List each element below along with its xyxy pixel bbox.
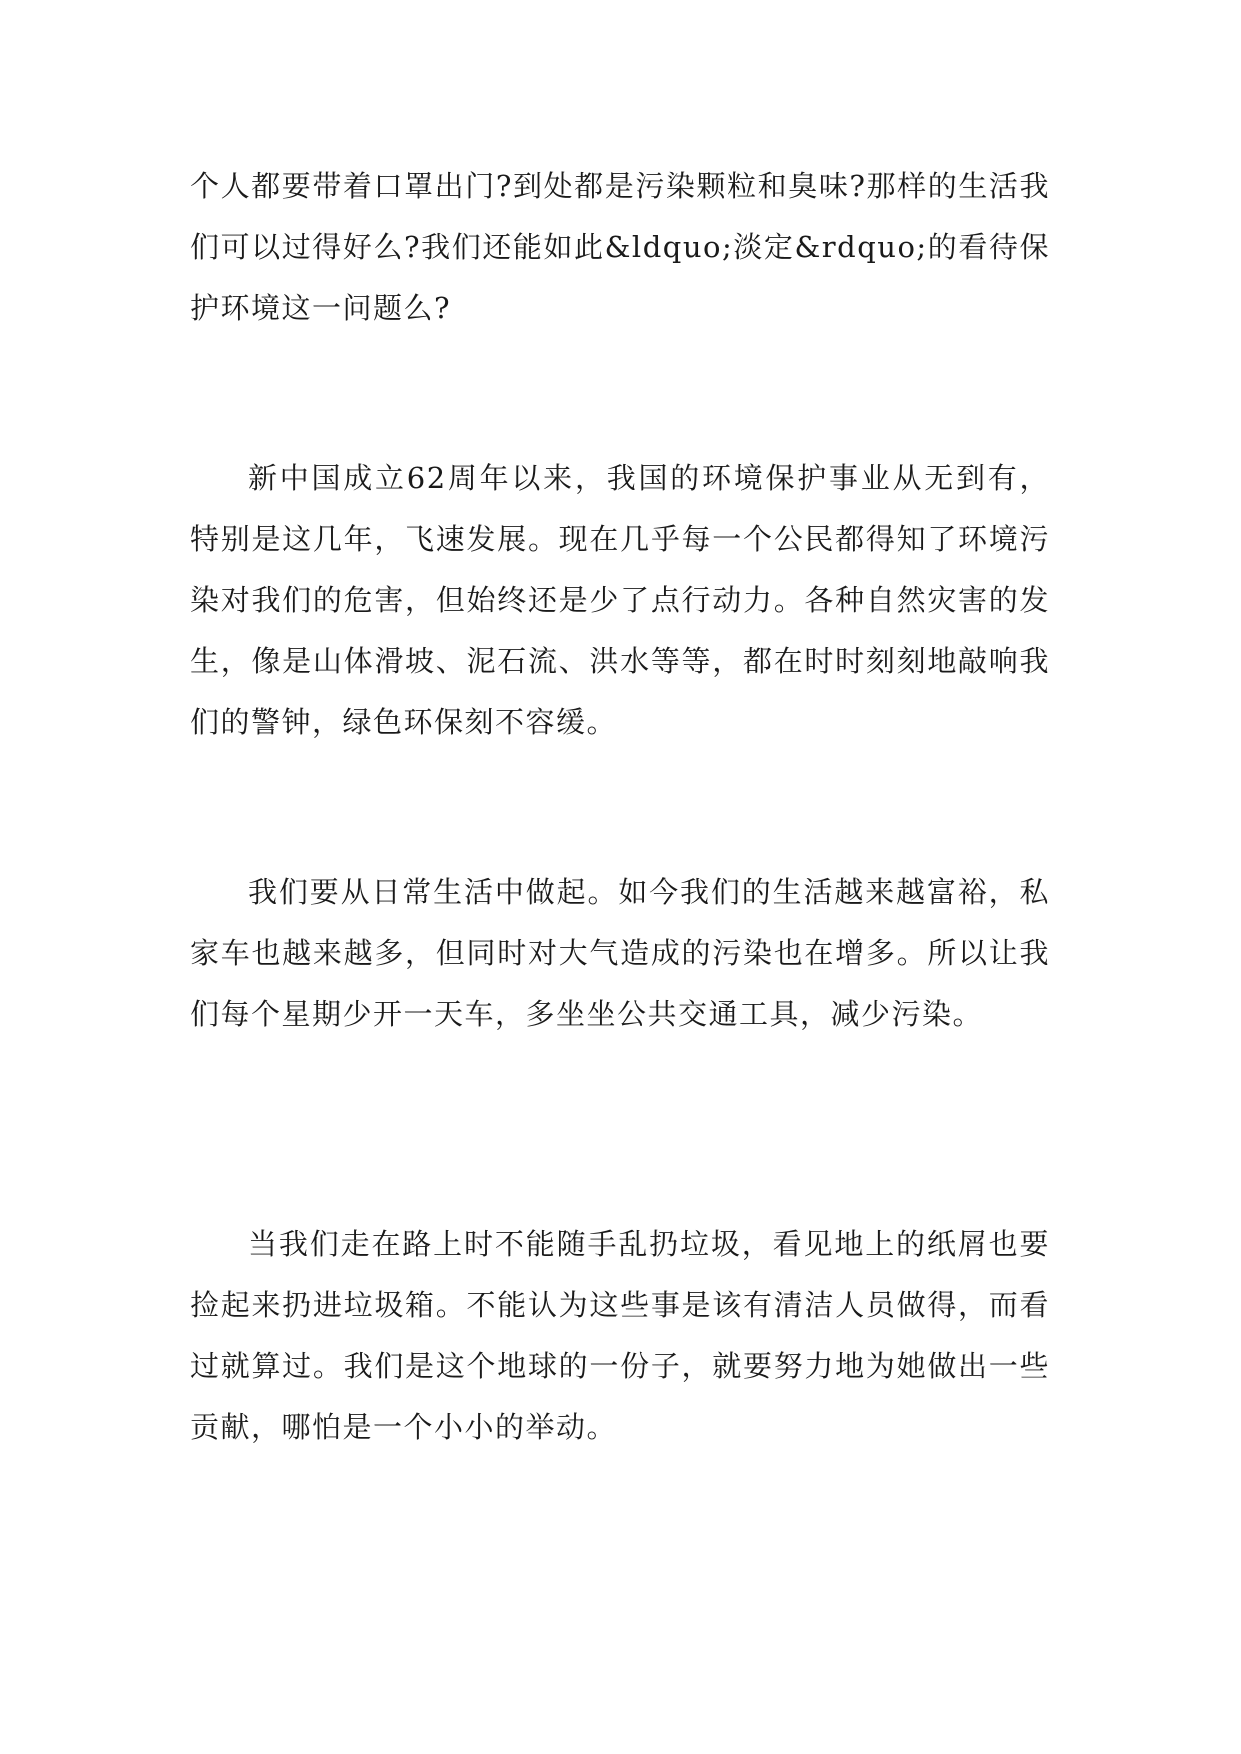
- paragraph-environment-history: 新中国成立62周年以来，我国的环境保护事业从无到有，特别是这几年，飞速发展。现在几乎每一个公民都得知了环境污染对我们的危害，但始终还是少了点行动力。各种自然灾害的发生，像是山体滑坡、泥石流、洪水等等，都在时时刻刻地敲响我们的警钟，绿色环保刻不容缓。: [190, 461, 1050, 739]
- paragraph-continuation: 个人都要带着口罩出门?到处都是污染颗粒和臭味?那样的生活我们可以过得好么?我们还能如此&ldquo;淡定&rdquo;的看待保护环境这一问题么?: [190, 169, 1050, 325]
- paragraph-litter: 当我们走在路上时不能随手乱扔垃圾，看见地上的纸屑也要捡起来扔进垃圾箱。不能认为这些事是该有清洁人员做得，而看过就算过。我们是这个地球的一份子，就要努力地为她做出一些贡献，哪怕是一个小小的举动。: [190, 1227, 1050, 1444]
- paragraph-daily-life: 我们要从日常生活中做起。如今我们的生活越来越富裕，私家车也越来越多，但同时对大气造成的污染也在增多。所以让我们每个星期少开一天车，多坐坐公共交通工具，减少污染。: [190, 875, 1050, 1031]
